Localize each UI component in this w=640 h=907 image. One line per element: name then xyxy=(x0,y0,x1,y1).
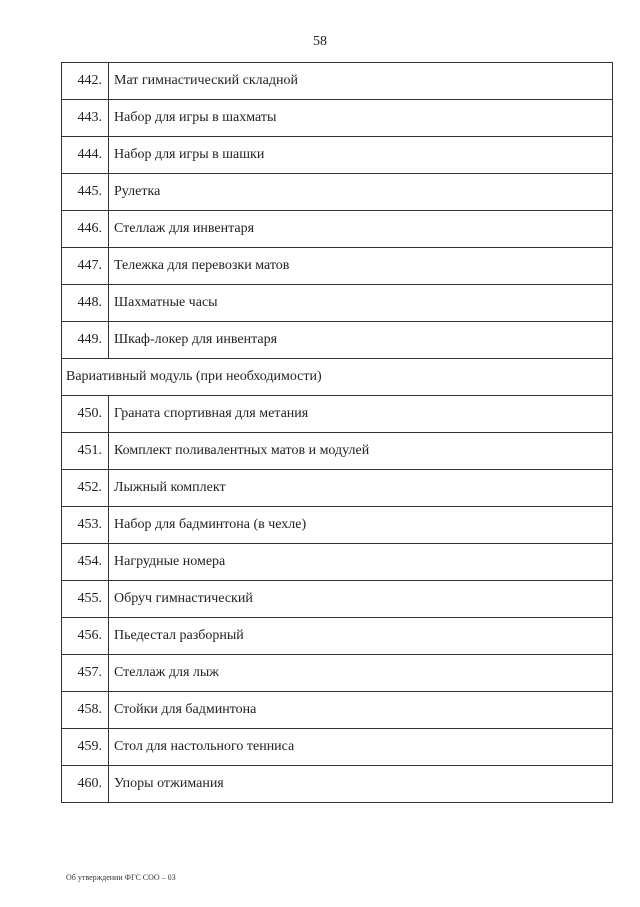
item-name: Граната спортивная для метания xyxy=(109,396,613,433)
item-name: Шкаф-локер для инвентаря xyxy=(109,322,613,359)
item-name: Набор для бадминтона (в чехле) xyxy=(109,507,613,544)
item-name: Нагрудные номера xyxy=(109,544,613,581)
table-row xyxy=(62,581,613,618)
table-row xyxy=(62,766,613,803)
item-number: 457. xyxy=(62,655,109,692)
document-footer: Об утверждении ФГС СОО – 03 xyxy=(66,873,176,882)
item-number: 449. xyxy=(62,322,109,359)
table-row xyxy=(62,174,613,211)
item-number: 444. xyxy=(62,137,109,174)
section-row xyxy=(62,359,613,396)
table-row xyxy=(62,63,613,100)
item-name: Лыжный комплект xyxy=(109,470,613,507)
item-name: Стеллаж для лыж xyxy=(109,655,613,692)
item-number: 450. xyxy=(62,396,109,433)
table-row xyxy=(62,433,613,470)
table-row xyxy=(62,211,613,248)
item-name: Комплект поливалентных матов и модулей xyxy=(109,433,613,470)
item-number: 459. xyxy=(62,729,109,766)
item-name: Обруч гимнастический xyxy=(109,581,613,618)
item-number: 446. xyxy=(62,211,109,248)
section-title: Вариативный модуль (при необходимости) xyxy=(62,359,613,396)
page-number: 58 xyxy=(313,34,327,49)
item-number: 456. xyxy=(62,618,109,655)
item-number: 448. xyxy=(62,285,109,322)
item-number: 458. xyxy=(62,692,109,729)
table-row xyxy=(62,655,613,692)
table-row xyxy=(62,322,613,359)
item-number: 454. xyxy=(62,544,109,581)
table-row xyxy=(62,248,613,285)
table-row xyxy=(62,137,613,174)
item-name: Пьедестал разборный xyxy=(109,618,613,655)
table-row xyxy=(62,692,613,729)
item-number: 447. xyxy=(62,248,109,285)
table-row xyxy=(62,618,613,655)
equipment-table xyxy=(61,62,613,803)
item-name: Стеллаж для инвентаря xyxy=(109,211,613,248)
item-name: Упоры отжимания xyxy=(109,766,613,803)
table-row xyxy=(62,285,613,322)
item-number: 445. xyxy=(62,174,109,211)
item-number: 451. xyxy=(62,433,109,470)
item-number: 453. xyxy=(62,507,109,544)
item-name: Стол для настольного тенниса xyxy=(109,729,613,766)
table-row xyxy=(62,100,613,137)
table-row xyxy=(62,507,613,544)
item-name: Набор для игры в шашки xyxy=(109,137,613,174)
item-number: 442. xyxy=(62,63,109,100)
table-row xyxy=(62,729,613,766)
item-name: Набор для игры в шахматы xyxy=(109,100,613,137)
item-number: 460. xyxy=(62,766,109,803)
item-name: Мат гимнастический складной xyxy=(109,63,613,100)
item-name: Стойки для бадминтона xyxy=(109,692,613,729)
table-row xyxy=(62,396,613,433)
item-number: 455. xyxy=(62,581,109,618)
item-number: 443. xyxy=(62,100,109,137)
item-name: Рулетка xyxy=(109,174,613,211)
item-name: Шахматные часы xyxy=(109,285,613,322)
item-name: Тележка для перевозки матов xyxy=(109,248,613,285)
table-row xyxy=(62,470,613,507)
item-number: 452. xyxy=(62,470,109,507)
table-row xyxy=(62,544,613,581)
